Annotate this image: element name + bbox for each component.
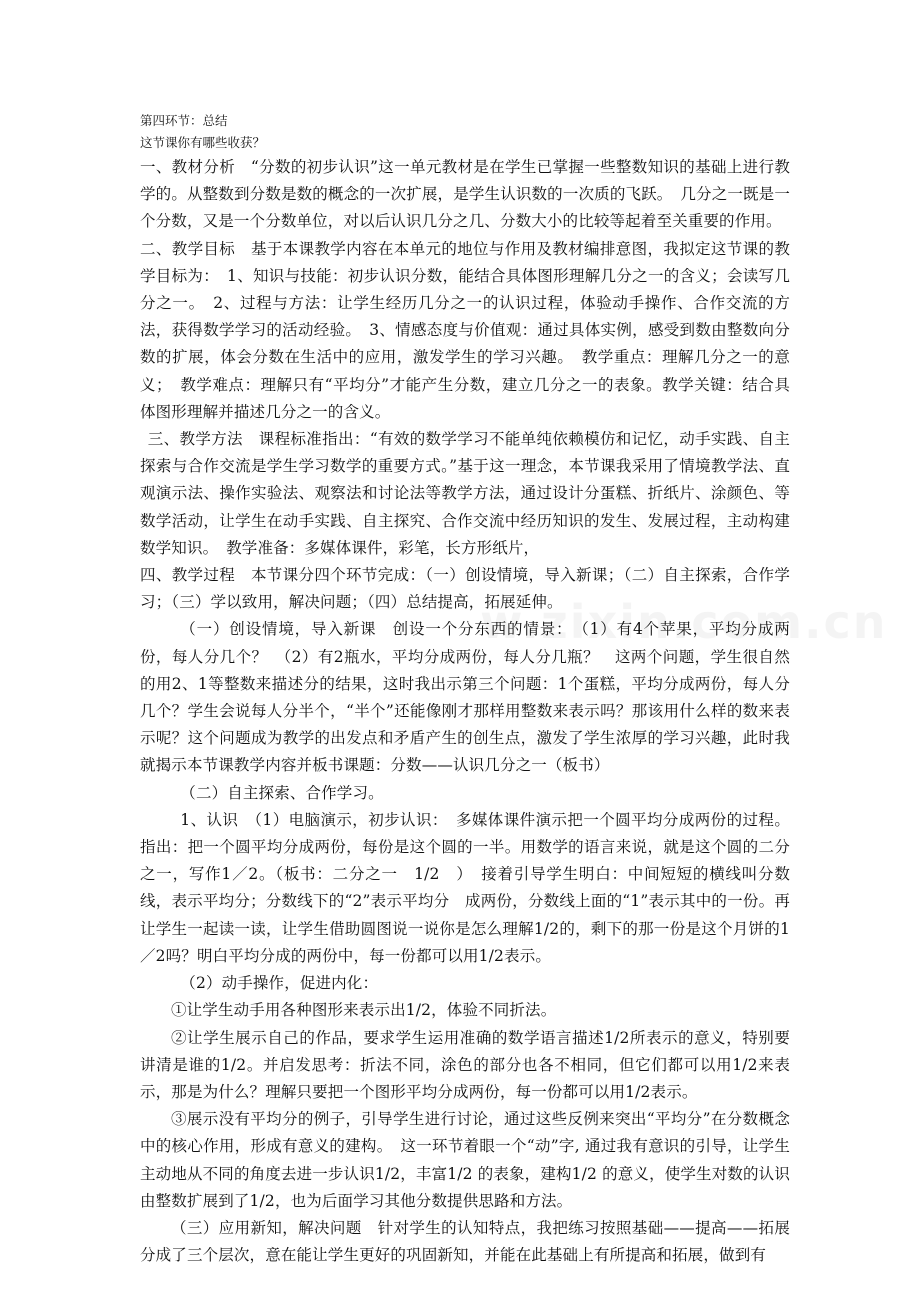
section-heading: 第四环节：总结: [140, 113, 228, 128]
section-question: 这节课你有哪些收获？: [140, 135, 266, 150]
paragraph-item-3: ③展示没有平均分的例子，引导学生进行讨论，通过这些反例来突出“平均分”在分数概念中的核心作用，形成有意义的建构。 这一环节着眼一个“动”字, 通过我有意识的引导，让学生主动地从不同的角度去进一步认识1/2，丰富1/2 的表象，建构1/2 的意义，使学生对数的认识由整数扩展到了1/2，也为后面学习其他分数提供思路和方法。: [140, 1110, 790, 1210]
paragraph-hands-on-title: （2）动手操作，促进内化：: [180, 974, 379, 993]
paragraph-step-three: （三）应用新知，解决问题 针对学生的认知特点，我把练习按照基础——提高——拓展分成了三个层次，意在能让学生更好的巩固新知，并能在此基础上有所提高和拓展，做到有: [140, 1218, 790, 1265]
paragraph-item-1: ①让学生动手用各种图形来表示出1/2，体验不同折法。: [171, 1001, 557, 1020]
paragraph-step-one: （一）创设情境，导入新课 创设一个分东西的情景： （1）有4个苹果，平均分成两份，每人分几个？ （2）有2瓶水，平均分成两份，每人分几瓶？ 这两个问题，学生很自然的用2、1等整数来描述分的结果，这时我出示第三个问题：1个蛋糕，平均分成两份，每人分几个？学生会说每人分半个，“半个”还能像刚才那样用整数来表示吗？那该用什么样的数来表示呢？这个问题成为教学的出发点和矛盾产生的创生点，激发了学生浓厚的学习兴趣，此时我就揭示本节课教学内容并板书课题：分数——认识几分之一（板书）: [140, 620, 790, 775]
document-body: [140, 110, 790, 1269]
paragraph-teaching-process: 四、教学过程 本节课分四个环节完成：（一）创设情境，导入新课；（二）自主探索，合作学习；（三）学以致用，解决问题；（四）总结提高，拓展延伸。: [140, 566, 790, 612]
paragraph-recognize: 1、认识 （1）电脑演示，初步认识： 多媒体课件演示把一个圆平均分成两份的过程。指出：把一个圆平均分成两份，每份是这个圆的一半。用数学的语言来说，就是这个圆的二分之一，写作1／2。（板书：二分之一 1/2 ） 接着引导学生明白：中间短短的横线叫分数线，表示平均分；分数线下的“2”表示平均分 成两份，分数线上面的“1”表示其中的一份。再让学生一起读一读，让学生借助圆图说一说你是怎么理解1/2的，剩下的那一份是这个月饼的1／2吗？明白平均分成的两份中，每一份都可以用1/2表示。: [140, 810, 790, 965]
paragraph-item-2: ②让学生展示自己的作品，要求学生运用准确的数学语言描述1/2所表示的意义，特别要讲清是谁的1/2。并启发思考：折法不同，涂色的部分也各不相同，但它们都可以用1/2来表示，那是为什么？理解只要把一个图形平均分成两份，每一份都可以用1/2表示。: [140, 1028, 790, 1101]
paragraph-step-two-title: （二）自主探索、合作学习。: [180, 783, 384, 802]
paragraph-teaching-methods: 三、教学方法 课程标准指出：“有效的数学学习不能单纯依赖模仿和记忆，动手实践、自主探索与合作交流是学生学习数学的重要方式。”基于这一理念，本节课我采用了情境教学法、直观演示法、操作实验法、观察法和讨论法等教学方法，通过设计分蛋糕、折纸片、涂颜色、等数学活动，让学生在动手实践、自主探究、合作交流中经历知识的发生、发展过程，主动构建数学知识。 教学准备：多媒体课件，彩笔，长方形纸片，: [140, 430, 790, 557]
paragraph-teaching-goals: 二、教学目标 基于本课教学内容在本单元的地位与作用及教材编排意图，我拟定这节课的教学目标为： 1、知识与技能：初步认识分数，能结合具体图形理解几分之一的含义；会读写几分之一。 2、过程与方法：让学生经历几分之一的认识过程，体验动手操作、合作交流的方法，获得数学学习的活动经验。 3、情感态度与价值观：通过具体实例，感受到数由整数向分数的扩展，体会分数在生活中的应用，激发学生的学习兴趣。 教学重点：理解几分之一的意义； 教学难点：理解只有“平均分”才能产生分数，建立几分之一的表象。教学关键：结合具体图形理解并描述几分之一的含义。: [140, 239, 790, 421]
paragraph-textbook-analysis: 一、教材分析 “分数的初步认识”这一单元教材是在学生已掌握一些整数知识的基础上进行教学的。从整数到分数是数的概念的一次扩展，是学生认识数的一次质的飞跃。 几分之一既是一个分数，又是一个分数单位，对以后认识几分之几、分数大小的比较等起着至关重要的作用。: [140, 158, 790, 231]
